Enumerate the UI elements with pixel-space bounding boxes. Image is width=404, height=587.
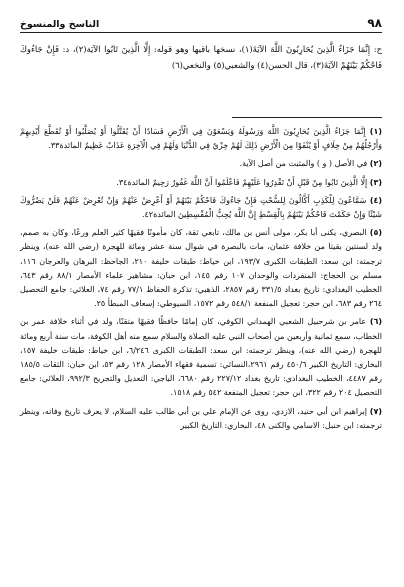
- footnote-text: في الأصل ( و ) والمثبت من أصل الآية.: [239, 159, 368, 169]
- footnotes: [20, 125, 382, 433]
- footnote-text: إِلَّا الَّذِينَ تَابُوا مِنْ قَبْلِ أَنْ تَقْدِرُوا عَلَيْهِمْ فَاعْلَمُوا أَنَّ اللَّهَ غَفُورٌ رَحِيمٌ المائدة٣٤.: [116, 177, 368, 187]
- footnote-4: [20, 194, 382, 222]
- footnote-text: عامر بن شرحبيل الشعبي الهمداني الكوفي، كان إمامًا حافظًا فقيهًا متقنًا، ولد في أثناء خلافة عمر بن الخطاب، سمع ثمانية وأربعين من أصحاب النبي عليه الصلاة والسلام سمع منه أهل الكوفة، مات سنة أربع ومائة للهجرة (رضي الله عنه)، وينظر ترجمته: ابن سعد: الطبقات الكبرى ٦/٢٤٦، ابن خياط: طبقات خليفة ١٥٧، البخاري: التاريخ الكبير ٤٥٠/٦ رقم ٢٩٦١،النسائي: تسمية فقهاء الأمصار ١٢٨ رقم ٥٣، ابن حبان: الثقات ١٨٥/٥ رقم ٤٤٨٧، الخطيب البغدادي: تاريخ بغداد ٢٢٧/١٢ رقم ٦٦٨٠، الباجي: التعديل والتجريح ٩٩٢/٣، العلائي: جامع التحصيل ٢٠٤ رقم ٣٢٢، ابن حجر: تعجيل المنفعة ٥٤٢ رقم ١٥١٨.: [20, 317, 382, 398]
- footnote-number: (٦): [369, 317, 383, 327]
- running-title: الناسخ والمنسوخ: [20, 19, 100, 30]
- footnote-number: (٣): [369, 177, 382, 187]
- footnote-number: (٢): [369, 159, 382, 169]
- main-paragraph: ح: إِنَّمَا جَزَاءُ الَّذِينَ يُحَارِبُونَ اللَّهَ الآيَةَ(١)، نسخها باقيها وهو قوله: إِلَّا الَّذِينَ تَابُوا الآيَة(٢)، د: فَإِنْ جَاءُوكَ فَاحْكُمْ بَيْنَهُمْ الآيَةَ(٣)، قال الحسن(٤) والشعبي(٥) والنخعي(٦): [20, 44, 382, 70]
- footnote-text: سَمَّاعُونَ لِلْكَذِبِ أَكَّالُونَ لِلسُّحْتِ فَإِنْ جَاءُوكَ فَاحْكُمْ بَيْنَهُمْ أَوْ أَعْرِضْ عَنْهُمْ وَإِنْ تُعْرِضْ عَنْهُمْ فَلَنْ يَضُرُّوكَ شَيْئًا وَإِنْ حَكَمْتَ فَاحْكُمْ بَيْنَهُمْ بِالْقِسْطِ إِنَّ اللَّهَ يُحِبُّ الْمُقْسِطِينَ المائدة٤٢.: [20, 195, 382, 220]
- footnote-3: [20, 176, 382, 190]
- main-text: [20, 42, 382, 73]
- footnote-2: [20, 157, 382, 171]
- page-number: ٩٨: [367, 16, 382, 30]
- footnote-number: (١): [369, 127, 382, 136]
- blank-space: [20, 73, 382, 117]
- footnote-text: إِنَّمَا جَزَاءُ الَّذِينَ يُحَارِبُونَ اللَّهَ وَرَسُولَهُ وَيَسْعَوْنَ فِي الْأَرْضِ فَسَادًا أَنْ يُقَتَّلُوا أَوْ يُصَلَّبُوا أَوْ تُقَطَّعَ أَيْدِيهِمْ وَأَرْجُلُهُمْ مِنْ خِلَافٍ أَوْ يُنْفَوْا مِنَ الْأَرْضِ ذَلِكَ لَهُمْ خِزْيٌ فِي الدُّنْيَا وَلَهُمْ فِي الْآخِرَةِ عَذَابٌ عَظِيمٌ المائدة٣٣.: [20, 127, 382, 151]
- footnote-number: (٤): [369, 195, 383, 205]
- footnote-5: [20, 226, 382, 311]
- footnote-number: (٥): [369, 228, 382, 238]
- page-header: [20, 14, 382, 33]
- footnote-1: [20, 125, 382, 153]
- footnote-7: [20, 405, 382, 433]
- footnote-text: البصري، يكنى أبا بكر، مولى أنس بن مالك، تابعي ثقة، كان مأمونًا فقيهًا كثير العلم ورعًا، وكان به صمم، ولد لسنتين بقيتا من خلافة عثمان، مات بالبصرة في شوال سنة عشر ومائة للهجرة (رضي الله عنه)، وينظر ترجمته: ابن سعد: الطبقات الكبرى ١٩٣/٧، ابن خياط: طبقات خليفة ٢١٠، الجاحظ: البرهان والعرجان ١١٦، مسلم بن الحجاج: المنفردات والوحدان ١٠٧ رقم ١٤٥، ابن حبان: مشاهير علماء الأمصار ٨٨/١ رقم ٦٤٣، الخطيب البغدادي: تاريخ بغداد ٣٣١/٥ رقم ٢٨٥٧، الذهبي: تذكرة الحفاظ ٧٧/١ رقم ٧٤، العلائي: جامع التحصيل ٢٦٤ رقم ٦٨٣، ابن حجر: تعجيل المنفعة ٥٤٨/١ رقم ١٥٧٢، السيوطي: إسعاف المبطأ ٢٥.: [20, 228, 383, 309]
- footnote-6: [20, 315, 382, 400]
- footnote-separator: [232, 117, 382, 118]
- footnote-number: (٧): [369, 406, 382, 416]
- footnote-text: إبراهيم ابن أبي حنيد، الازدي، روى عن الإمام علي بن أبي طالب عليه السلام، لا يعرف تاريخ وفاته، وينظر ترجمته: ابن حنبل: الاسامي والكنى ٤٨، البخاري: التاريخ الكبير: [20, 406, 382, 430]
